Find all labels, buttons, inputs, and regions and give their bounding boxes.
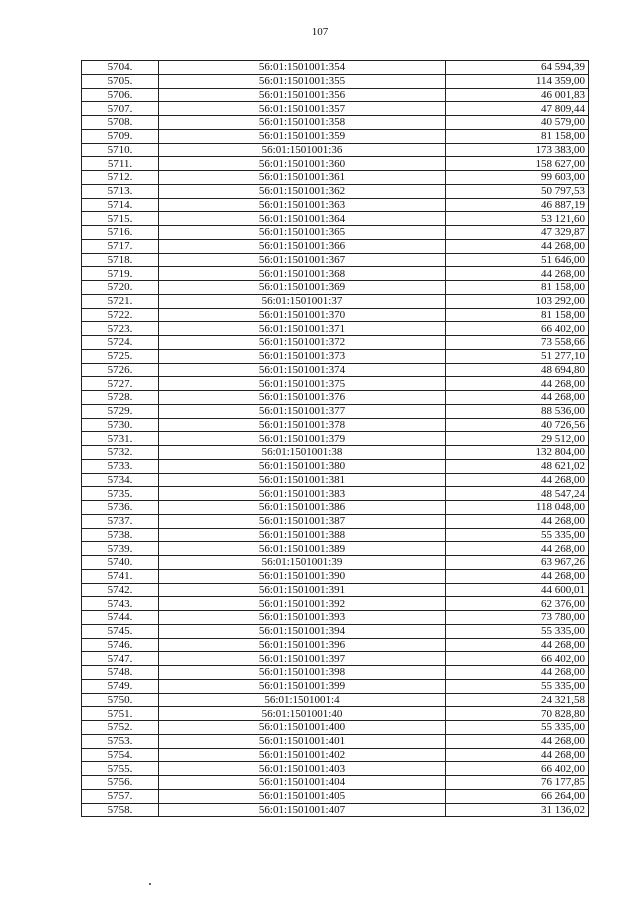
cadastral-number-cell: 56:01:1501001:370 — [159, 308, 446, 322]
cadastral-number-cell: 56:01:1501001:397 — [159, 652, 446, 666]
cadastral-value-cell: 55 335,00 — [446, 528, 589, 542]
cadastral-value-cell: 81 158,00 — [446, 281, 589, 295]
cadastral-number-cell: 56:01:1501001:367 — [159, 253, 446, 267]
cadastral-value-cell: 63 967,26 — [446, 556, 589, 570]
table-row — [82, 157, 589, 171]
table-row — [82, 74, 589, 88]
row-number-cell: 5755. — [82, 762, 159, 776]
cadastral-value-cell: 40 726,56 — [446, 418, 589, 432]
table-row — [82, 501, 589, 515]
table-row — [82, 459, 589, 473]
table-row — [82, 212, 589, 226]
table-row — [82, 281, 589, 295]
cadastral-number-cell: 56:01:1501001:366 — [159, 239, 446, 253]
cadastral-value-cell: 46 887,19 — [446, 198, 589, 212]
cadastral-value-cell: 44 268,00 — [446, 666, 589, 680]
row-number-cell: 5722. — [82, 308, 159, 322]
row-number-cell: 5753. — [82, 734, 159, 748]
cadastral-number-cell: 56:01:1501001:388 — [159, 528, 446, 542]
table-row — [82, 184, 589, 198]
row-number-cell: 5758. — [82, 803, 159, 817]
row-number-cell: 5725. — [82, 349, 159, 363]
cadastral-number-cell: 56:01:1501001:358 — [159, 116, 446, 130]
cadastral-number-cell: 56:01:1501001:398 — [159, 666, 446, 680]
cadastral-value-cell: 70 828,80 — [446, 707, 589, 721]
table-row — [82, 473, 589, 487]
table-row — [82, 294, 589, 308]
row-number-cell: 5735. — [82, 487, 159, 501]
cadastral-value-cell: 132 804,00 — [446, 446, 589, 460]
table-row — [82, 638, 589, 652]
row-number-cell: 5713. — [82, 184, 159, 198]
row-number-cell: 5756. — [82, 776, 159, 790]
table-row — [82, 336, 589, 350]
cadastral-number-cell: 56:01:1501001:403 — [159, 762, 446, 776]
row-number-cell: 5740. — [82, 556, 159, 570]
cadastral-value-cell: 47 809,44 — [446, 102, 589, 116]
cadastral-value-cell: 29 512,00 — [446, 432, 589, 446]
row-number-cell: 5751. — [82, 707, 159, 721]
cadastral-number-cell: 56:01:1501001:360 — [159, 157, 446, 171]
row-number-cell: 5752. — [82, 721, 159, 735]
cadastral-number-cell: 56:01:1501001:40 — [159, 707, 446, 721]
table-row — [82, 267, 589, 281]
row-number-cell: 5747. — [82, 652, 159, 666]
table-row — [82, 569, 589, 583]
row-number-cell: 5721. — [82, 294, 159, 308]
table-row — [82, 171, 589, 185]
cadastral-value-cell: 51 646,00 — [446, 253, 589, 267]
row-number-cell: 5727. — [82, 377, 159, 391]
table-row — [82, 418, 589, 432]
cadastral-number-cell: 56:01:1501001:354 — [159, 61, 446, 75]
table-row — [82, 61, 589, 75]
cadastral-number-cell: 56:01:1501001:389 — [159, 542, 446, 556]
cadastral-value-cell: 44 268,00 — [446, 391, 589, 405]
cadastral-number-cell: 56:01:1501001:378 — [159, 418, 446, 432]
cadastral-value-cell: 40 579,00 — [446, 116, 589, 130]
cadastral-number-cell: 56:01:1501001:355 — [159, 74, 446, 88]
cadastral-number-cell: 56:01:1501001:365 — [159, 226, 446, 240]
row-number-cell: 5706. — [82, 88, 159, 102]
cadastral-number-cell: 56:01:1501001:386 — [159, 501, 446, 515]
row-number-cell: 5730. — [82, 418, 159, 432]
table-row — [82, 583, 589, 597]
row-number-cell: 5737. — [82, 514, 159, 528]
row-number-cell: 5724. — [82, 336, 159, 350]
cadastral-value-cell: 46 001,83 — [446, 88, 589, 102]
row-number-cell: 5718. — [82, 253, 159, 267]
row-number-cell: 5710. — [82, 143, 159, 157]
table-row — [82, 762, 589, 776]
row-number-cell: 5716. — [82, 226, 159, 240]
cadastral-value-cell: 44 268,00 — [446, 239, 589, 253]
cadastral-number-cell: 56:01:1501001:402 — [159, 748, 446, 762]
table-row — [82, 129, 589, 143]
cadastral-number-cell: 56:01:1501001:401 — [159, 734, 446, 748]
table-row — [82, 611, 589, 625]
cadastral-value-cell: 44 268,00 — [446, 377, 589, 391]
table-body — [82, 61, 589, 817]
table-row — [82, 666, 589, 680]
cadastral-number-cell: 56:01:1501001:373 — [159, 349, 446, 363]
cadastral-number-cell: 56:01:1501001:363 — [159, 198, 446, 212]
cadastral-value-cell: 44 268,00 — [446, 638, 589, 652]
table-row — [82, 803, 589, 817]
row-number-cell: 5715. — [82, 212, 159, 226]
cadastral-number-cell: 56:01:1501001:404 — [159, 776, 446, 790]
cadastral-number-cell: 56:01:1501001:394 — [159, 624, 446, 638]
cadastral-value-cell: 158 627,00 — [446, 157, 589, 171]
cadastral-number-cell: 56:01:1501001:377 — [159, 404, 446, 418]
cadastral-number-cell: 56:01:1501001:381 — [159, 473, 446, 487]
cadastral-value-cell: 66 402,00 — [446, 762, 589, 776]
cadastral-value-cell: 48 547,24 — [446, 487, 589, 501]
row-number-cell: 5712. — [82, 171, 159, 185]
cadastral-value-cell: 103 292,00 — [446, 294, 589, 308]
table-row — [82, 88, 589, 102]
row-number-cell: 5754. — [82, 748, 159, 762]
row-number-cell: 5742. — [82, 583, 159, 597]
cadastral-number-cell: 56:01:1501001:359 — [159, 129, 446, 143]
row-number-cell: 5739. — [82, 542, 159, 556]
cadastral-number-cell: 56:01:1501001:396 — [159, 638, 446, 652]
cadastral-number-cell: 56:01:1501001:400 — [159, 721, 446, 735]
cadastral-value-cell: 50 797,53 — [446, 184, 589, 198]
cadastral-value-cell: 44 600,01 — [446, 583, 589, 597]
table-row — [82, 377, 589, 391]
cadastral-number-cell: 56:01:1501001:361 — [159, 171, 446, 185]
cadastral-value-cell: 44 268,00 — [446, 748, 589, 762]
table-row — [82, 624, 589, 638]
cadastral-number-cell: 56:01:1501001:375 — [159, 377, 446, 391]
row-number-cell: 5733. — [82, 459, 159, 473]
cadastral-value-cell: 99 603,00 — [446, 171, 589, 185]
cadastral-number-cell: 56:01:1501001:372 — [159, 336, 446, 350]
row-number-cell: 5736. — [82, 501, 159, 515]
table-row — [82, 404, 589, 418]
table-row — [82, 363, 589, 377]
table-row — [82, 487, 589, 501]
row-number-cell: 5711. — [82, 157, 159, 171]
row-number-cell: 5732. — [82, 446, 159, 460]
cadastral-value-cell: 62 376,00 — [446, 597, 589, 611]
row-number-cell: 5714. — [82, 198, 159, 212]
table-row — [82, 789, 589, 803]
row-number-cell: 5704. — [82, 61, 159, 75]
row-number-cell: 5705. — [82, 74, 159, 88]
row-number-cell: 5748. — [82, 666, 159, 680]
table-row — [82, 597, 589, 611]
row-number-cell: 5720. — [82, 281, 159, 295]
table-row — [82, 707, 589, 721]
table-row — [82, 721, 589, 735]
cadastral-value-cell: 31 136,02 — [446, 803, 589, 817]
cadastral-number-cell: 56:01:1501001:368 — [159, 267, 446, 281]
cadastral-value-table — [81, 60, 589, 817]
row-number-cell: 5723. — [82, 322, 159, 336]
cadastral-value-cell: 118 048,00 — [446, 501, 589, 515]
cadastral-number-cell: 56:01:1501001:392 — [159, 597, 446, 611]
cadastral-value-cell: 44 268,00 — [446, 542, 589, 556]
cadastral-number-cell: 56:01:1501001:356 — [159, 88, 446, 102]
cadastral-number-cell: 56:01:1501001:399 — [159, 679, 446, 693]
row-number-cell: 5745. — [82, 624, 159, 638]
cadastral-number-cell: 56:01:1501001:390 — [159, 569, 446, 583]
table-row — [82, 679, 589, 693]
cadastral-value-cell: 53 121,60 — [446, 212, 589, 226]
table-row — [82, 239, 589, 253]
cadastral-value-cell: 114 359,00 — [446, 74, 589, 88]
cadastral-number-cell: 56:01:1501001:393 — [159, 611, 446, 625]
cadastral-value-cell: 48 694,80 — [446, 363, 589, 377]
cadastral-value-cell: 73 558,66 — [446, 336, 589, 350]
cadastral-number-cell: 56:01:1501001:369 — [159, 281, 446, 295]
table-row — [82, 308, 589, 322]
cadastral-value-cell: 44 268,00 — [446, 734, 589, 748]
cadastral-number-cell: 56:01:1501001:379 — [159, 432, 446, 446]
cadastral-number-cell: 56:01:1501001:364 — [159, 212, 446, 226]
scan-speck — [149, 883, 151, 885]
cadastral-value-cell: 55 335,00 — [446, 624, 589, 638]
cadastral-number-cell: 56:01:1501001:371 — [159, 322, 446, 336]
cadastral-value-cell: 66 402,00 — [446, 322, 589, 336]
row-number-cell: 5738. — [82, 528, 159, 542]
row-number-cell: 5750. — [82, 693, 159, 707]
row-number-cell: 5729. — [82, 404, 159, 418]
cadastral-value-cell: 76 177,85 — [446, 776, 589, 790]
cadastral-number-cell: 56:01:1501001:39 — [159, 556, 446, 570]
cadastral-value-cell: 173 383,00 — [446, 143, 589, 157]
row-number-cell: 5741. — [82, 569, 159, 583]
row-number-cell: 5726. — [82, 363, 159, 377]
cadastral-value-cell: 66 402,00 — [446, 652, 589, 666]
cadastral-value-cell: 44 268,00 — [446, 569, 589, 583]
cadastral-number-cell: 56:01:1501001:405 — [159, 789, 446, 803]
cadastral-value-cell: 66 264,00 — [446, 789, 589, 803]
page-number: 107 — [311, 26, 329, 38]
cadastral-value-cell: 81 158,00 — [446, 308, 589, 322]
row-number-cell: 5708. — [82, 116, 159, 130]
row-number-cell: 5731. — [82, 432, 159, 446]
row-number-cell: 5746. — [82, 638, 159, 652]
row-number-cell: 5717. — [82, 239, 159, 253]
cadastral-value-cell: 51 277,10 — [446, 349, 589, 363]
cadastral-value-cell: 47 329,87 — [446, 226, 589, 240]
cadastral-number-cell: 56:01:1501001:4 — [159, 693, 446, 707]
cadastral-number-cell: 56:01:1501001:407 — [159, 803, 446, 817]
cadastral-number-cell: 56:01:1501001:357 — [159, 102, 446, 116]
cadastral-number-cell: 56:01:1501001:380 — [159, 459, 446, 473]
row-number-cell: 5719. — [82, 267, 159, 281]
table-row — [82, 446, 589, 460]
table-row — [82, 776, 589, 790]
table-row — [82, 391, 589, 405]
table-row — [82, 556, 589, 570]
cadastral-value-cell: 55 335,00 — [446, 721, 589, 735]
cadastral-number-cell: 56:01:1501001:38 — [159, 446, 446, 460]
cadastral-value-cell: 88 536,00 — [446, 404, 589, 418]
table-row — [82, 116, 589, 130]
table-row — [82, 693, 589, 707]
table-row — [82, 226, 589, 240]
table-row — [82, 748, 589, 762]
cadastral-number-cell: 56:01:1501001:374 — [159, 363, 446, 377]
row-number-cell: 5749. — [82, 679, 159, 693]
cadastral-number-cell: 56:01:1501001:37 — [159, 294, 446, 308]
row-number-cell: 5743. — [82, 597, 159, 611]
table-row — [82, 528, 589, 542]
cadastral-number-cell: 56:01:1501001:387 — [159, 514, 446, 528]
cadastral-value-cell: 44 268,00 — [446, 473, 589, 487]
table-row — [82, 432, 589, 446]
row-number-cell: 5734. — [82, 473, 159, 487]
row-number-cell: 5744. — [82, 611, 159, 625]
table-row — [82, 514, 589, 528]
cadastral-value-cell: 24 321,58 — [446, 693, 589, 707]
cadastral-number-cell: 56:01:1501001:362 — [159, 184, 446, 198]
table-row — [82, 734, 589, 748]
cadastral-value-cell: 55 335,00 — [446, 679, 589, 693]
table-row — [82, 652, 589, 666]
cadastral-value-cell: 64 594,39 — [446, 61, 589, 75]
table-row — [82, 542, 589, 556]
table-row — [82, 349, 589, 363]
table-row — [82, 102, 589, 116]
cadastral-number-cell: 56:01:1501001:383 — [159, 487, 446, 501]
cadastral-value-cell: 44 268,00 — [446, 267, 589, 281]
table-row — [82, 143, 589, 157]
cadastral-value-cell: 48 621,02 — [446, 459, 589, 473]
row-number-cell: 5728. — [82, 391, 159, 405]
table-row — [82, 253, 589, 267]
row-number-cell: 5757. — [82, 789, 159, 803]
cadastral-value-cell: 81 158,00 — [446, 129, 589, 143]
row-number-cell: 5707. — [82, 102, 159, 116]
cadastral-number-cell: 56:01:1501001:36 — [159, 143, 446, 157]
cadastral-value-cell: 44 268,00 — [446, 514, 589, 528]
row-number-cell: 5709. — [82, 129, 159, 143]
table-row — [82, 322, 589, 336]
cadastral-value-cell: 73 780,00 — [446, 611, 589, 625]
cadastral-number-cell: 56:01:1501001:376 — [159, 391, 446, 405]
cadastral-number-cell: 56:01:1501001:391 — [159, 583, 446, 597]
table-row — [82, 198, 589, 212]
